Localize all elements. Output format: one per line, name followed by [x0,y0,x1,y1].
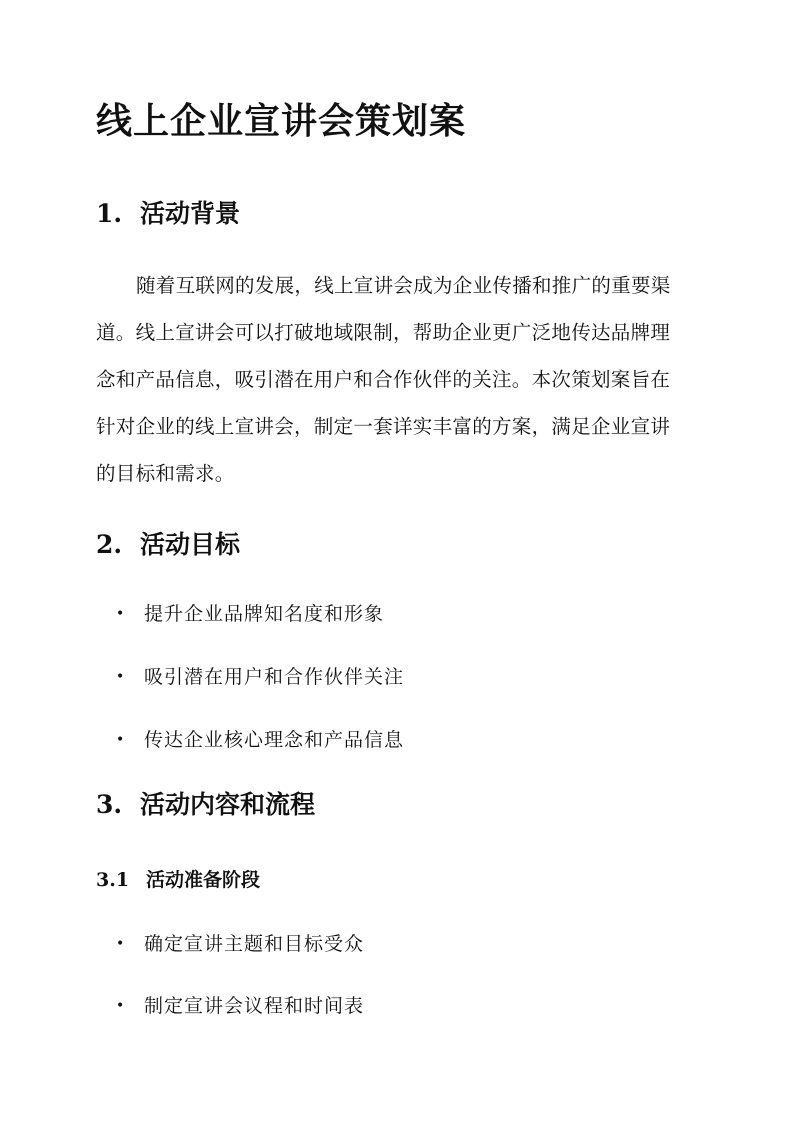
section-title: 活动内容和流程 [140,790,316,819]
section-number: 2. [96,530,123,559]
paragraph-line: 道。线上宣讲会可以打破地域限制，帮助企业更广泛地传达品牌理 [96,321,671,344]
section-number: 3. [96,790,123,819]
bullet-icon: • [116,669,126,685]
bullet-icon: • [116,732,126,748]
bullet-icon: • [116,606,126,622]
list-item-text: 吸引潜在用户和合作伙伴关注 [144,666,405,688]
list-item [116,726,404,755]
document-title: 线上企业宣讲会策划案 [96,100,467,142]
section-title: 活动目标 [140,530,241,559]
list-item-text: 确定宣讲主题和目标受众 [144,933,365,955]
list-item [116,930,364,959]
subsection-number: 3.1 [96,869,130,891]
background-paragraph [96,262,708,497]
section-3-heading [96,787,315,823]
paragraph-line: 的目标和需求。 [96,462,235,485]
bullet-icon: • [116,998,126,1014]
list-item-text: 制定宣讲会议程和时间表 [144,995,365,1017]
section-number: 1. [96,199,123,228]
section-1-heading [96,196,240,232]
subsection-title: 活动准备阶段 [146,869,261,891]
bullet-icon: • [116,936,126,952]
section-title: 活动背景 [140,199,241,228]
section-2-heading [96,527,240,563]
paragraph-line: 念和产品信息，吸引潜在用户和合作伙伴的关注。本次策划案旨在 [96,368,671,391]
paragraph-line: 针对企业的线上宣讲会，制定一套详实丰富的方案，满足企业宣讲 [96,415,671,438]
list-item-text: 传达企业核心理念和产品信息 [144,729,405,751]
list-item [116,600,384,629]
list-item [116,992,364,1021]
subsection-3-1-heading [96,866,260,894]
list-item-text: 提升企业品牌知名度和形象 [144,603,385,625]
list-item [116,663,404,692]
paragraph-line: 随着互联网的发展，线上宣讲会成为企业传播和推广的重要渠 [136,274,671,297]
